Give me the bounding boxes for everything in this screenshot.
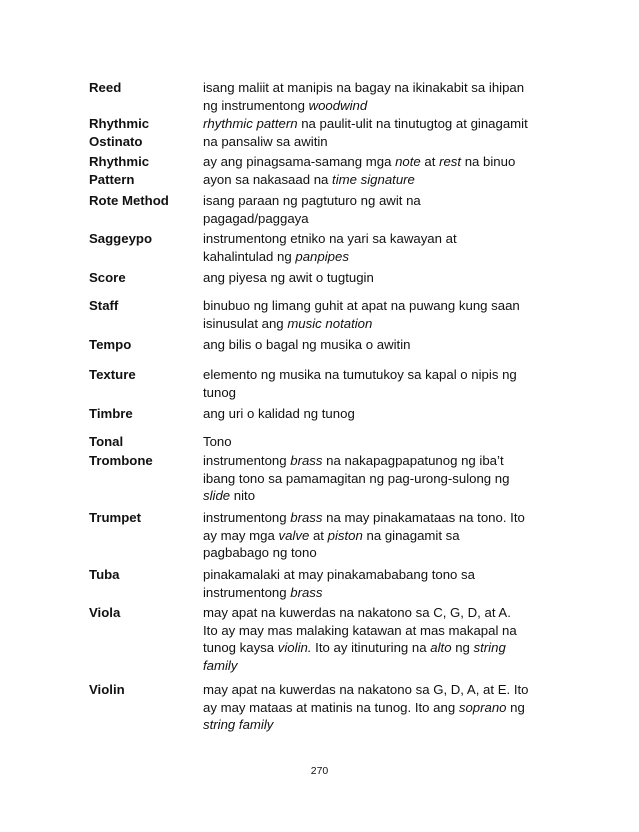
definition-text: na paulit-ulit na tinutugtog at ginagamit na pansaliw sa awitin	[203, 116, 528, 149]
glossary-term: Score	[89, 270, 126, 285]
definition-text: nito	[230, 488, 256, 503]
glossary-term: Tonal	[89, 434, 124, 449]
glossary-term: Trumpet	[89, 510, 142, 525]
definition-text: isang paraan ng pagtuturo ng awit na pagagad/paggaya	[203, 193, 421, 226]
definition-emphasis: piston	[327, 527, 363, 543]
glossary-term: Rote Method	[89, 193, 169, 208]
glossary-term: Saggeypo	[89, 231, 153, 246]
definition-text: na ginagamit sa pagbabago ng tono	[203, 527, 460, 560]
definition-text: na may pinakamataas na tono. Ito ay may mga	[203, 510, 525, 543]
definition-text: instrumentong etniko na yari sa kawayan at kahalintulad ng	[203, 231, 457, 264]
glossary-term: Rhythmic Ostinato	[89, 116, 150, 149]
definition-emphasis: time signature	[332, 171, 415, 187]
definition-emphasis: brass	[290, 584, 323, 600]
glossary-term: Tuba	[89, 567, 120, 582]
definition-emphasis: string family	[203, 640, 506, 673]
glossary-definition	[203, 297, 529, 332]
glossary-term: Timbre	[89, 406, 133, 421]
glossary-definition	[203, 509, 529, 562]
glossary-definition	[203, 269, 529, 287]
definition-emphasis: valve	[278, 527, 310, 543]
definition-emphasis: rhythmic pattern	[203, 116, 298, 131]
definition-text: may apat na kuwerdas na nakatono sa C, G, D, at A. Ito ay may mas malaking katawan at mas makapal na tunog kaysa	[203, 605, 517, 655]
definition-emphasis: woodwind	[308, 97, 368, 113]
definition-text: na binuo ayon sa nakasaad na	[203, 154, 516, 187]
definition-emphasis: violin.	[277, 640, 312, 655]
glossary-definition	[203, 366, 529, 401]
glossary-definition	[203, 604, 529, 674]
glossary-term: Rhythmic Pattern	[89, 154, 150, 187]
page-number: 270	[310, 765, 329, 777]
glossary-term: Texture	[89, 367, 136, 382]
glossary-definition	[203, 192, 529, 227]
definition-emphasis: rest	[439, 154, 462, 169]
definition-text: at	[420, 154, 440, 169]
glossary-term: Tempo	[89, 337, 132, 352]
glossary-definition	[203, 681, 529, 734]
definition-text: instrumentong	[203, 510, 291, 525]
glossary-definition	[203, 336, 529, 354]
definition-text: ang uri o kalidad ng tunog	[203, 406, 355, 421]
glossary-definition	[203, 115, 529, 150]
definition-emphasis: soprano	[458, 699, 507, 715]
glossary-term: Violin	[89, 682, 125, 697]
glossary-term: Staff	[89, 298, 119, 313]
definition-text: ang piyesa ng awit o tugtugin	[203, 270, 374, 285]
definition-emphasis: brass	[290, 453, 323, 468]
glossary-definition	[203, 230, 529, 265]
definition-emphasis: panpipes	[295, 248, 349, 264]
definition-text: ng	[506, 699, 525, 715]
definition-text: ay ang pinagsama-samang mga	[203, 154, 396, 169]
definition-text: elemento ng musika na tumutukoy sa kapal o nipis ng tunog	[203, 367, 517, 400]
glossary-term: Viola	[89, 605, 121, 620]
definition-emphasis: alto	[430, 640, 452, 655]
definition-emphasis: note	[395, 154, 421, 169]
definition-text: may apat na kuwerdas na nakatono sa G, D, A, at E. Ito ay may mataas at matinis na tunog. Ito ang	[203, 682, 529, 715]
definition-text: Tono	[203, 434, 232, 449]
definition-text: na nakapagpapatunog ng iba’t ibang tono sa pamamagitan ng pag-urong-sulong ng	[203, 453, 510, 486]
glossary-definition	[203, 405, 529, 423]
definition-emphasis: string family	[203, 717, 274, 732]
definition-text: at	[309, 527, 328, 543]
definition-text: ng	[451, 640, 474, 655]
definition-emphasis: brass	[290, 510, 323, 525]
definition-text: instrumentong	[203, 453, 291, 468]
glossary-definition	[203, 79, 529, 114]
definition-text: Ito ay itinuturing na	[311, 640, 431, 655]
definition-text: ang bilis o bagal ng musika o awitin	[203, 337, 411, 352]
glossary-term: Reed	[89, 80, 122, 95]
glossary-definition	[203, 452, 529, 505]
definition-text: pinakamalaki at may pinakamababang tono sa instrumentong	[203, 567, 475, 600]
glossary-definition	[203, 433, 529, 451]
glossary-definition	[203, 566, 529, 601]
glossary-definition	[203, 153, 529, 188]
definition-emphasis: music notation	[287, 315, 373, 331]
definition-emphasis: slide	[203, 488, 231, 503]
definition-text: binubuo ng limang guhit at apat na puwang kung saan isinusulat ang	[203, 298, 520, 331]
definition-text: isang maliit at manipis na bagay na ikinakabit sa ihipan ng instrumentong	[203, 80, 525, 113]
glossary-term: Trombone	[89, 453, 153, 468]
